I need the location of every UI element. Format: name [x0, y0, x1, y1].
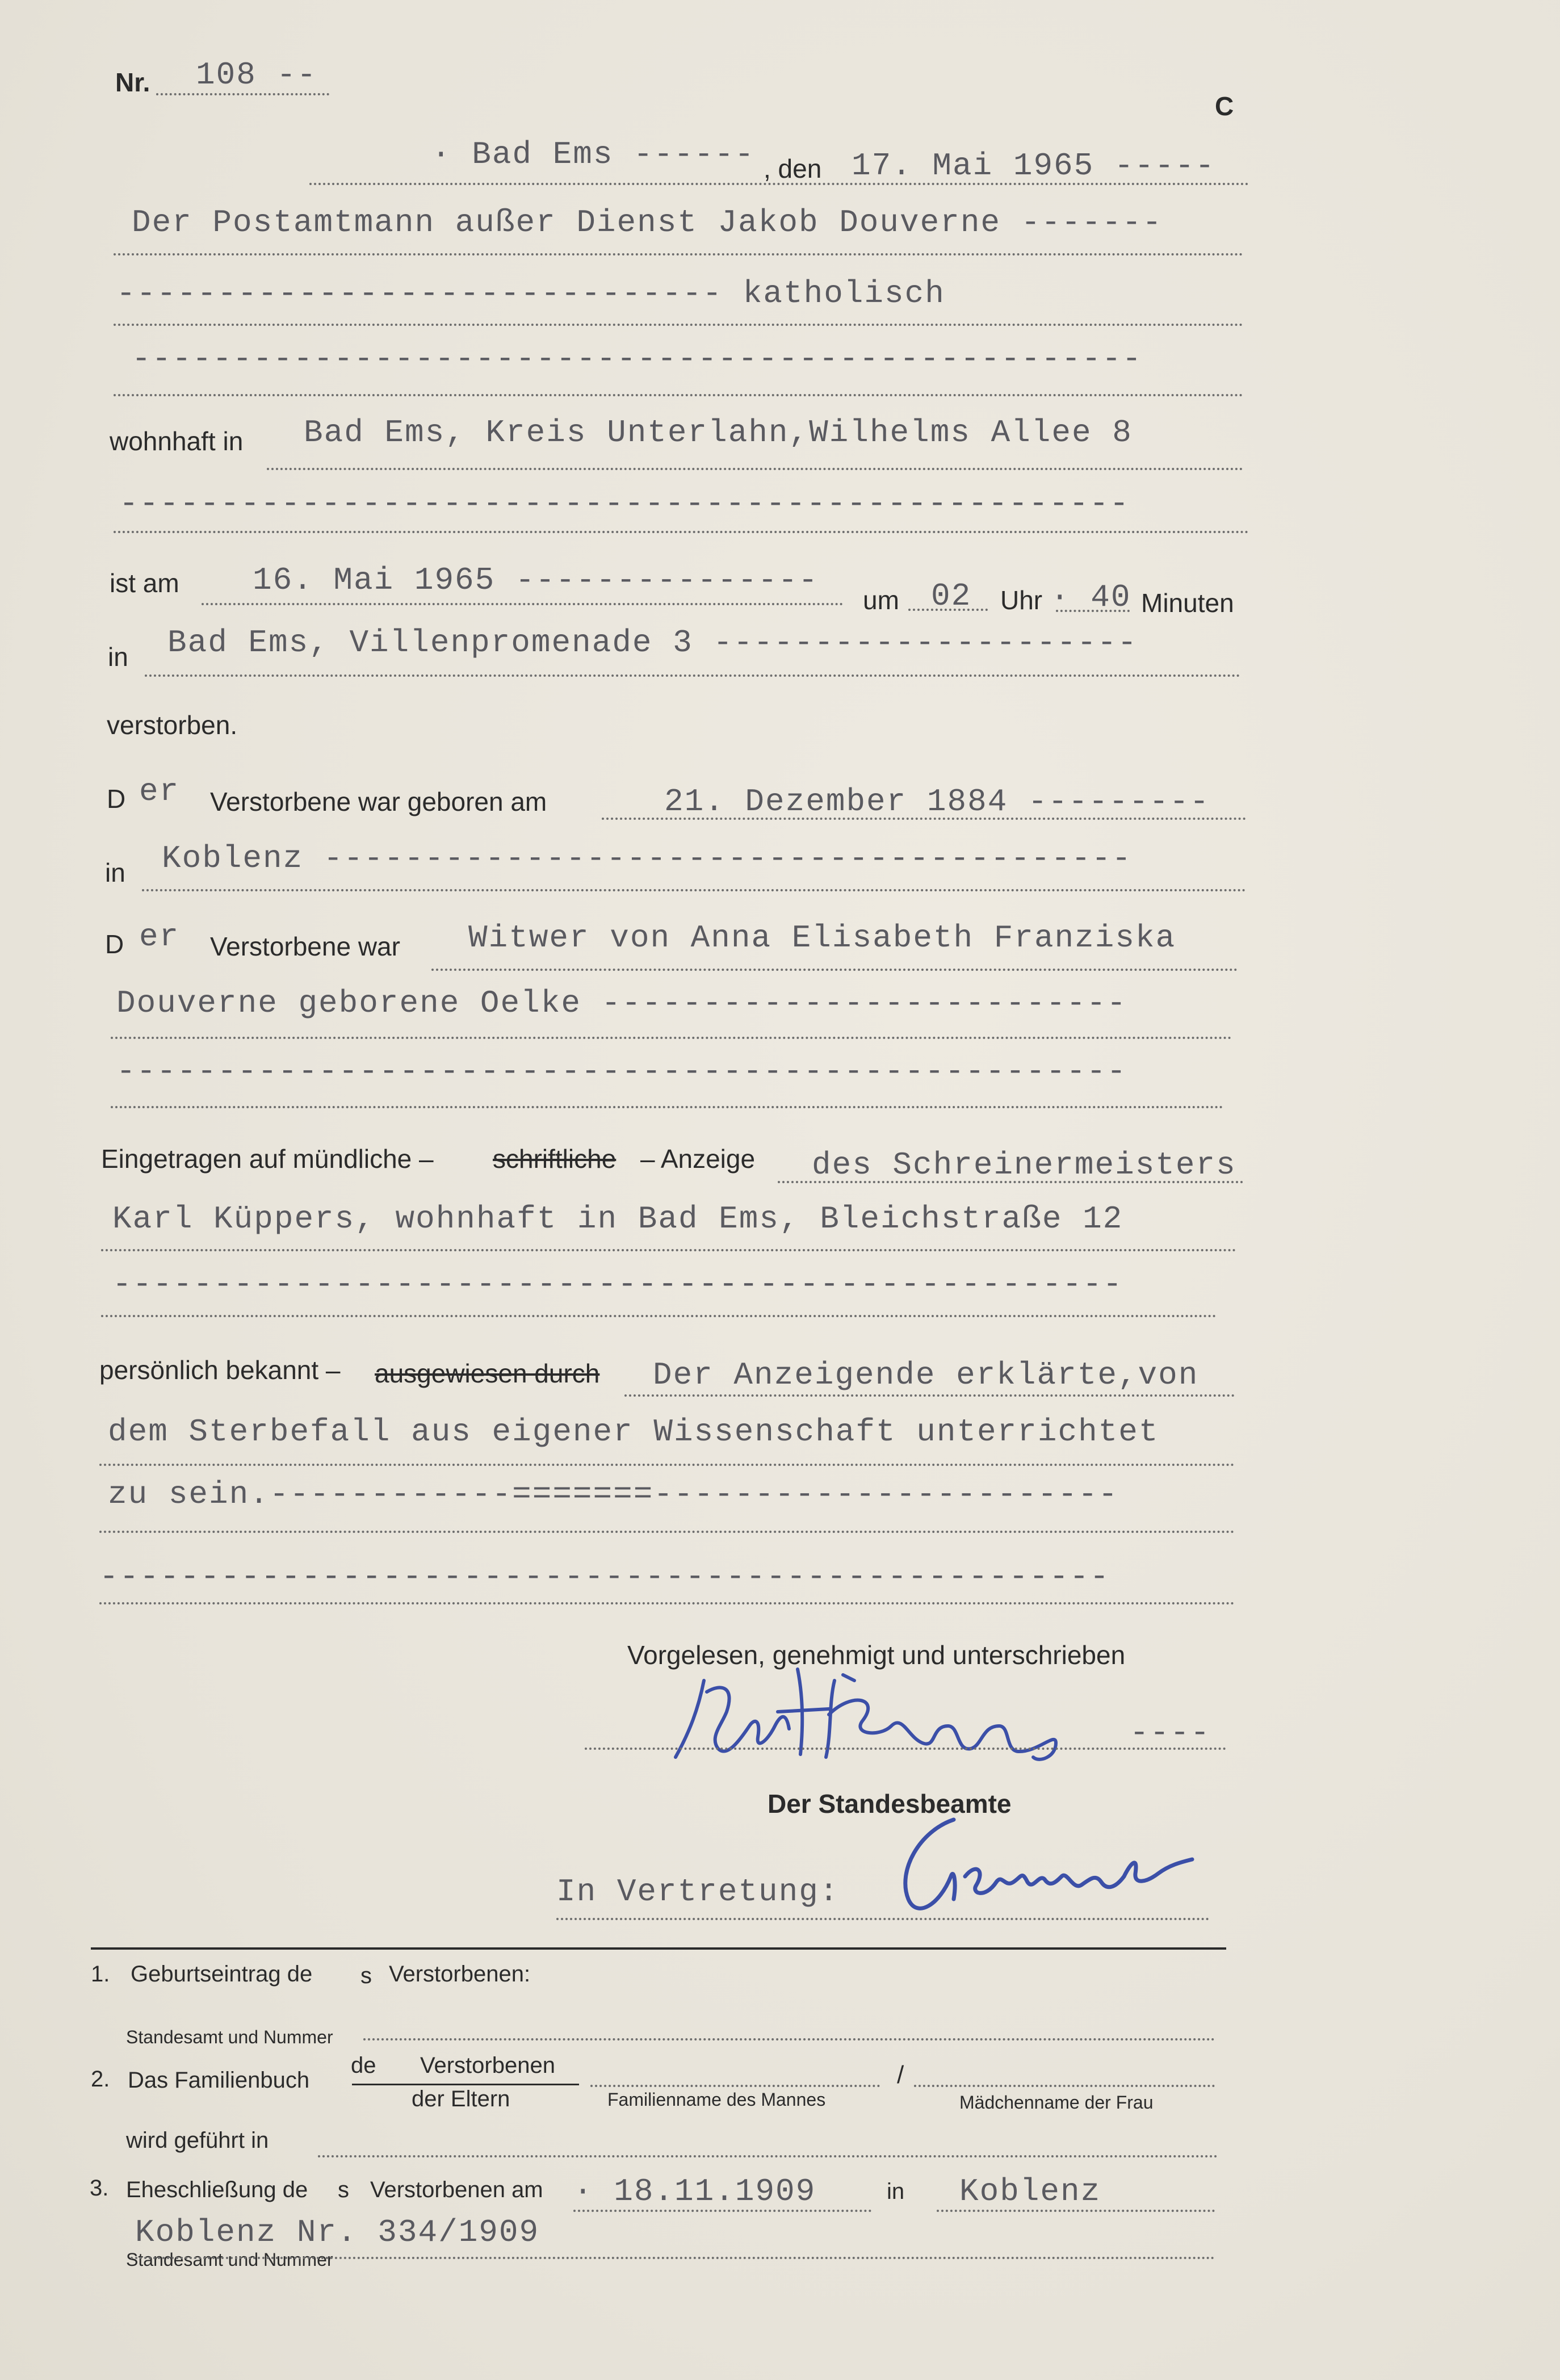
death-date-value: 16. Mai 1965 ---------------	[253, 562, 819, 598]
item1-number: 1.	[91, 1962, 110, 1987]
registration-line-3: --------------------------------------------------	[112, 1266, 1123, 1302]
item3-in: in	[887, 2179, 905, 2204]
item2-de: de	[351, 2053, 376, 2078]
place-date-dotline	[309, 183, 1249, 185]
gefuehrt-label: wird geführt in	[126, 2128, 269, 2153]
registration-label-struck: schriftliche	[493, 1144, 617, 1174]
dotline	[99, 1531, 1235, 1533]
birth-place-value: Koblenz ----------------------------------------	[162, 840, 1133, 877]
um-label: um	[863, 585, 899, 615]
identity-line-4: --------------------------------------------------	[99, 1558, 1110, 1595]
death-place-value: Bad Ems, Villenpromenade 3 ---------------------	[167, 625, 1138, 661]
vertretung-dotline	[556, 1918, 1209, 1920]
identity-line-3: zu sein.------------=======-----------------------	[108, 1476, 1119, 1512]
item1-label: Geburtseintrag de	[131, 1962, 313, 1987]
registration-line-1: des Schreinermeisters	[812, 1147, 1236, 1183]
item3-place: Koblenz	[959, 2173, 1101, 2210]
footer-separator	[91, 1947, 1226, 1950]
read-approved-label: Vorgelesen, genehmigt und unterschrieben	[627, 1640, 1126, 1670]
identity-line-2: dem Sterbefall aus eigener Wissenschaft unterrichtet	[108, 1414, 1159, 1450]
item3-s: s	[338, 2177, 349, 2202]
birth-d-label: D	[107, 784, 126, 814]
nr-label: Nr.	[115, 68, 150, 97]
standesamt-label: Standesamt und Nummer	[126, 2027, 333, 2047]
dotline	[602, 818, 1246, 820]
dotline	[111, 1106, 1223, 1108]
identity-label-struck: ausgewiesen durch	[375, 1359, 600, 1388]
dotline	[101, 1315, 1217, 1317]
date-value: 17. Mai 1965 -----	[852, 148, 1215, 184]
registration-line-2: Karl Küppers, wohnhaft in Bad Ems, Bleichstraße 12	[112, 1201, 1123, 1237]
birth-date-value: 21. Dezember 1884 ---------	[664, 783, 1210, 820]
birth-in-label: in	[105, 858, 125, 887]
residence-line-2: --------------------------------------------------	[119, 485, 1130, 522]
item3-date: · 18.11.1909	[573, 2173, 816, 2210]
minuten-label: Minuten	[1141, 588, 1234, 618]
dotline	[114, 394, 1243, 396]
informant-dashes: ----	[1130, 1715, 1211, 1751]
signature-dotline	[585, 1748, 1226, 1750]
item2-verstorbenen: Verstorbenen	[420, 2053, 555, 2078]
ist-am-label: ist am	[110, 568, 179, 598]
corner-letter: C	[1215, 91, 1234, 121]
dotline	[624, 1394, 1235, 1397]
death-in-label: in	[108, 642, 128, 672]
identity-label-a: persönlich bekannt –	[99, 1355, 341, 1385]
residence-label: wohnhaft in	[110, 426, 244, 456]
dotline	[573, 2210, 871, 2212]
deceased-line-3: --------------------------------------------------	[132, 341, 1143, 377]
dotline	[914, 2085, 1215, 2087]
item3-label-b: Verstorbenen am	[370, 2177, 543, 2202]
dotline	[318, 2155, 1218, 2157]
dotline	[431, 969, 1238, 971]
dotline	[202, 603, 843, 605]
registrar-label: Der Standesbeamte	[768, 1789, 1012, 1818]
item3-number: 3.	[90, 2176, 109, 2201]
status-d-label: D	[105, 929, 124, 959]
item3-standesamt-label: Standesamt und Nummer	[126, 2249, 333, 2270]
nr-dotline	[156, 93, 329, 95]
dotline	[267, 468, 1243, 470]
dotline	[111, 1037, 1232, 1039]
dotline	[99, 1464, 1235, 1466]
dotline	[908, 609, 988, 611]
in-vertretung-label: In Vertretung:	[556, 1874, 840, 1910]
verstorben-label: verstorben.	[107, 710, 238, 740]
dotline	[363, 2038, 1215, 2040]
dotline	[778, 1181, 1243, 1183]
item2-label: Das Familienbuch	[128, 2068, 310, 2093]
maedchenname-label: Mädchenname der Frau	[959, 2092, 1154, 2113]
item3-label: Eheschließung de	[126, 2177, 308, 2202]
den-label: , den	[764, 154, 822, 183]
status-line-3: --------------------------------------------------	[116, 1053, 1127, 1090]
registrar-signature	[886, 1808, 1226, 1922]
dotline	[1056, 610, 1130, 612]
death-minute-value: · 40	[1050, 579, 1131, 615]
residence-value: Bad Ems, Kreis Unterlahn,Wilhelms Allee 8	[304, 414, 1133, 451]
nr-value: 108 --	[196, 57, 317, 93]
item3-standesamt-value: Koblenz Nr. 334/1909	[135, 2214, 540, 2251]
dotline	[145, 674, 1240, 677]
death-hour-value: 02	[931, 578, 972, 614]
dotline	[142, 889, 1246, 891]
item1-s: s	[360, 1963, 372, 1988]
fraction-line	[352, 2084, 579, 2085]
registration-label-b: – Anzeige	[640, 1144, 756, 1174]
informant-signature	[664, 1658, 1118, 1771]
dotline	[114, 324, 1243, 326]
dotline	[937, 2210, 1215, 2212]
place-value: · Bad Ems ------	[431, 136, 755, 173]
dotline	[114, 531, 1249, 533]
dotline	[131, 2257, 1215, 2259]
uhr-label: Uhr	[1000, 585, 1043, 615]
item1-label-b: Verstorbenen:	[389, 1962, 531, 1987]
familienname-label: Familienname des Mannes	[607, 2089, 826, 2110]
birth-er-value: er	[139, 773, 180, 810]
deceased-line-2: ------------------------------ katholisch	[116, 275, 945, 312]
identity-line-1: Der Anzeigende erklärte,von	[653, 1357, 1199, 1393]
status-er-value: er	[139, 919, 180, 955]
status-label: Verstorbene war	[210, 932, 400, 961]
status-line-2: Douverne geborene Oelke --------------------------	[116, 985, 1127, 1021]
deceased-line-1: Der Postamtmann außer Dienst Jakob Douverne -------	[132, 204, 1163, 241]
registration-label-a: Eingetragen auf mündliche –	[101, 1144, 434, 1174]
dotline	[101, 1249, 1236, 1251]
dotline	[590, 2085, 880, 2087]
dotline	[99, 1602, 1235, 1604]
item2-number: 2.	[91, 2067, 110, 2092]
dotline	[114, 253, 1243, 255]
slash: /	[897, 2061, 904, 2089]
birth-label: Verstorbene war geboren am	[210, 787, 547, 816]
item2-eltern: der Eltern	[412, 2086, 510, 2111]
status-line-1: Witwer von Anna Elisabeth Franziska	[468, 920, 1176, 956]
